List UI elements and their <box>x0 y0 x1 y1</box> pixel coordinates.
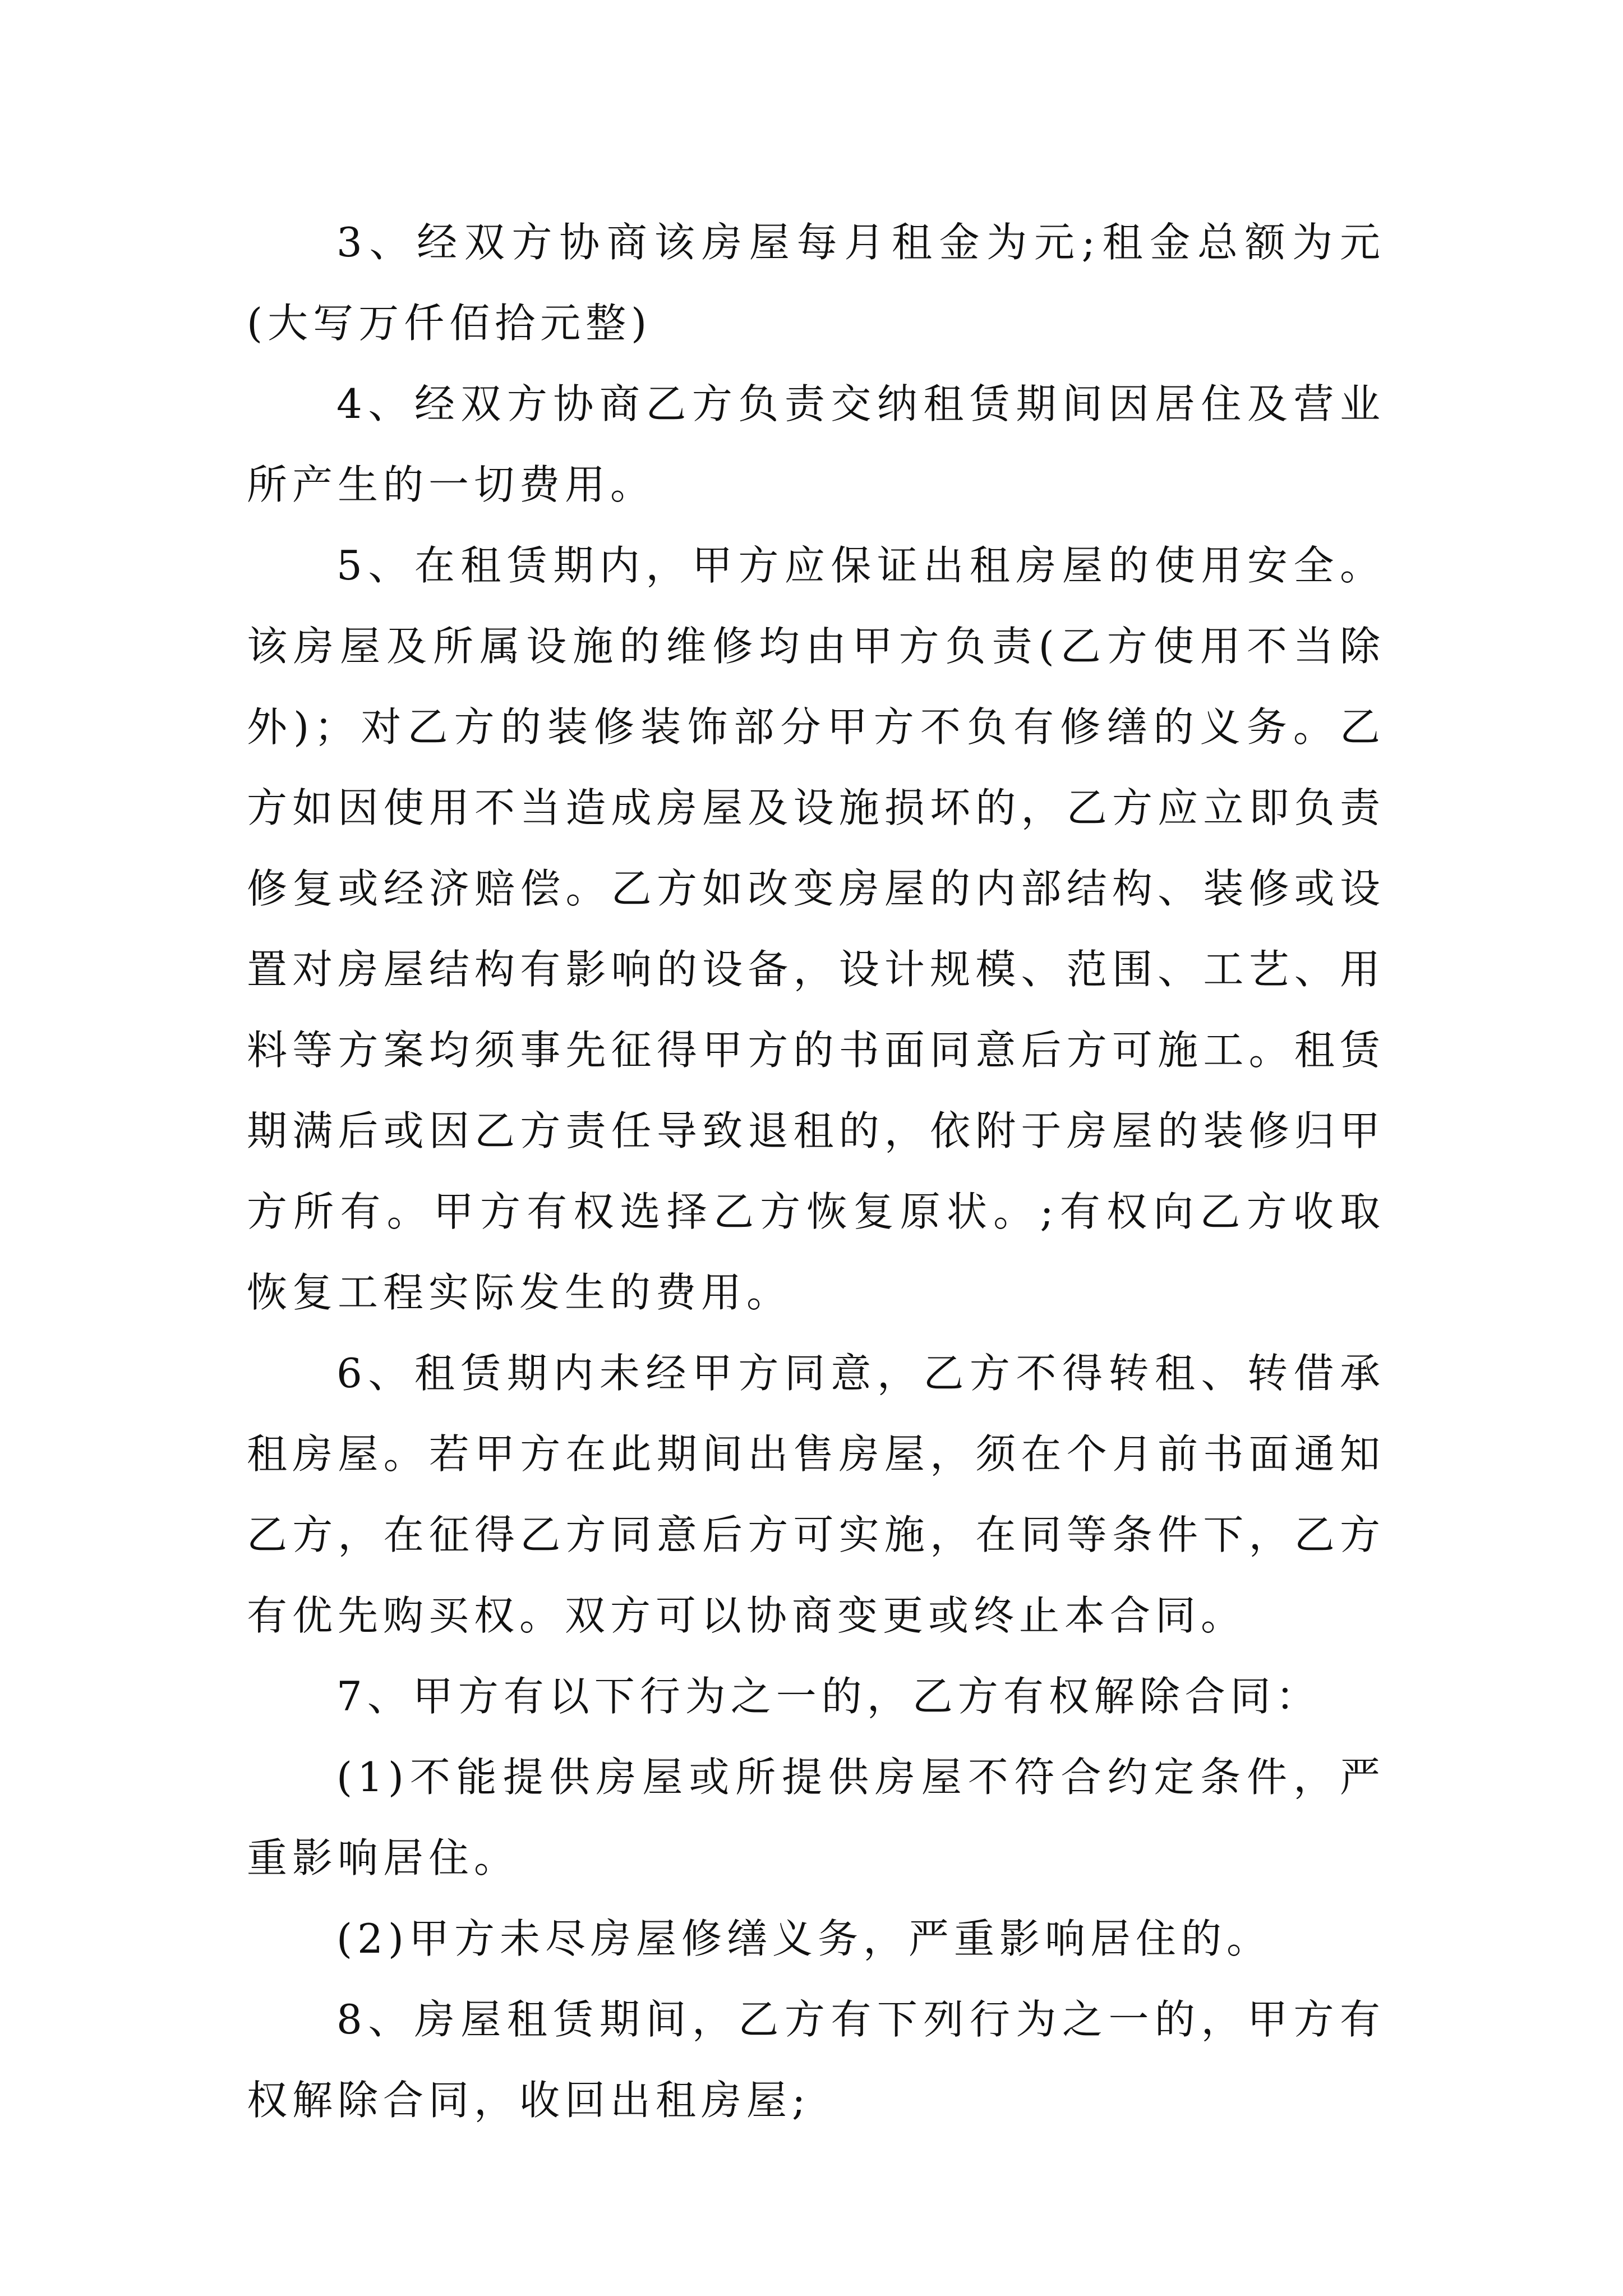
clause-3-rent: 3、经双方协商该房屋每月租金为元;租金总额为元(大写万仟佰拾元整) <box>247 219 1385 347</box>
document-body <box>247 202 1385 2141</box>
clause-4-fees: 4、经双方协商乙方负责交纳租赁期间因居住及营业所产生的一切费用。 <box>247 380 1385 508</box>
clause-7-item-2: (2)甲方未尽房屋修缮义务，严重影响居住的。 <box>336 1915 1272 1962</box>
clause-5-maintenance: 5、在租赁期内，甲方应保证出租房屋的使用安全。该房屋及所属设施的维修均由甲方负责(乙方使用不当除外)；对乙方的装修装饰部分甲方不负有修缮的义务。乙方如因使用不当造成房屋及设施损坏的，乙方应立即负责修复或经济赔偿。乙方如改变房屋的内部结构、装修或设置对房屋结构有影响的设备，设计规模、范围、工艺、用料等方案均须事先征得甲方的书面同意后方可施工。租赁期满后或因乙方责任导致退租的，依附于房屋的装修归甲方所有。甲方有权选择乙方恢复原状。;有权向乙方收取恢复工程实际发生的费用。 <box>247 542 1385 1316</box>
clause-7-item-1: (1)不能提供房屋或所提供房屋不符合约定条件，严重影响居住。 <box>247 1754 1385 1881</box>
clause-8-termination-by-landlord: 8、房屋租赁期间，乙方有下列行为之一的，甲方有权解除合同，收回出租房屋; <box>247 1996 1385 2124</box>
clause-6-sublet: 6、租赁期内未经甲方同意，乙方不得转租、转借承租房屋。若甲方在此期间出售房屋，须在个月前书面通知乙方，在征得乙方同意后方可实施，在同等条件下，乙方有优先购买权。双方可以协商变更或终止本合同。 <box>247 1350 1385 1639</box>
clause-7-termination-by-tenant: 7、甲方有以下行为之一的，乙方有权解除合同： <box>336 1673 1321 1720</box>
